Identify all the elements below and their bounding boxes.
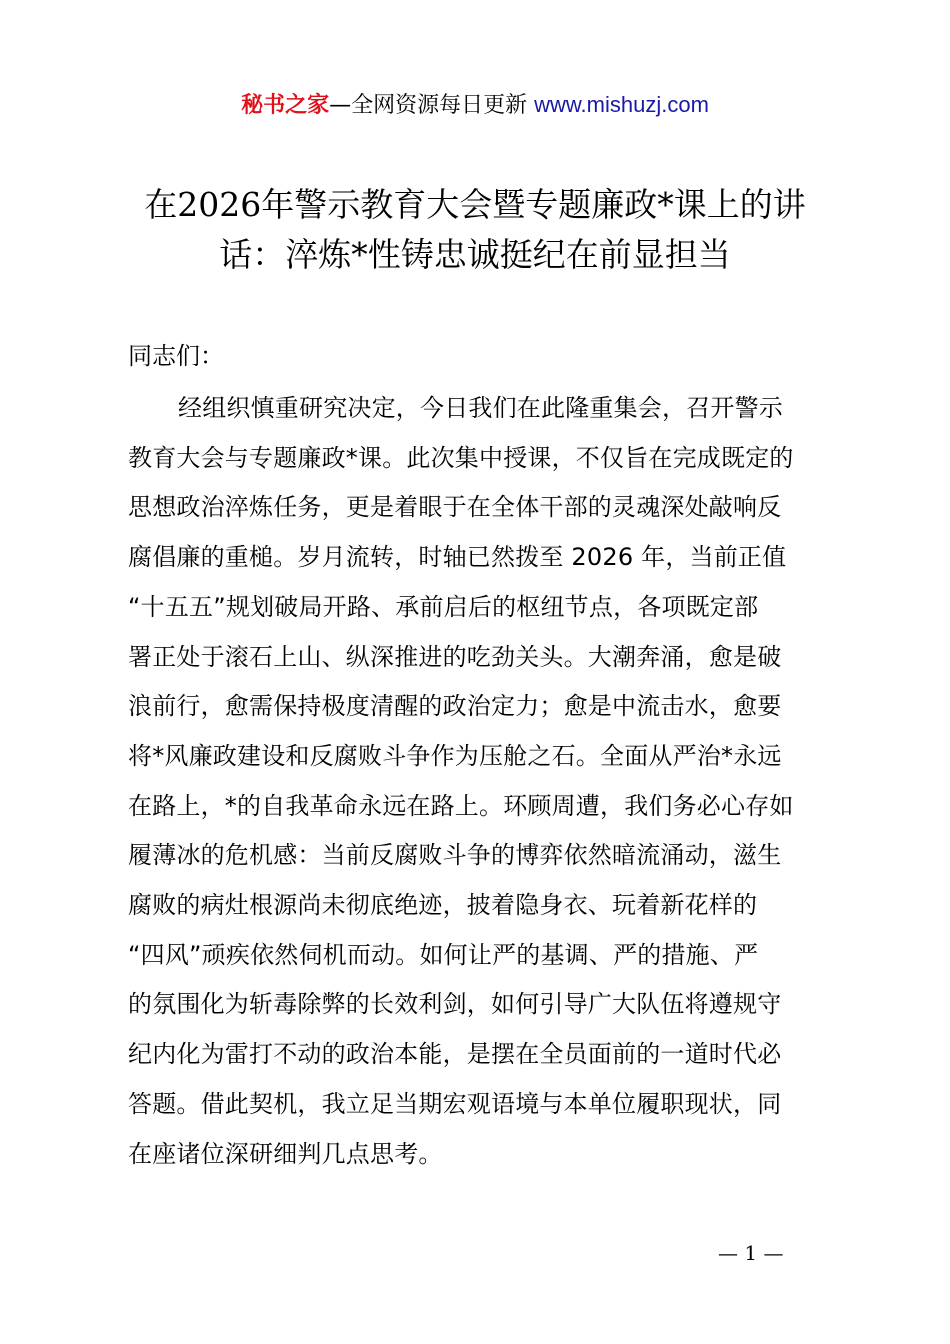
- header-tagline: —全网资源每日更新: [329, 93, 535, 118]
- body-line: 答题。借此契机，我立足当期宏观语境与本单位履职现状，同: [128, 1089, 782, 1118]
- body-line: “十五五”规划破局开路、承前启后的枢纽节点，各项既定部: [128, 592, 759, 621]
- body-line: 腐倡廉的重槌。岁月流转，时轴已然拨至 2026 年，当前正值: [128, 543, 787, 572]
- document-title: [100, 180, 850, 280]
- body-line: 的氛围化为斩毒除弊的长效利剑，如何引导广大队伍将遵规守: [128, 990, 782, 1019]
- site-url-link[interactable]: www.mishuzj.com: [534, 92, 709, 117]
- body-line: 教育大会与专题廉政*课。此次集中授课，不仅旨在完成既定的: [128, 443, 794, 472]
- site-header: [0, 88, 950, 123]
- body-line: 纪内化为雷打不动的政治本能，是摆在全员面前的一道时代必: [128, 1040, 782, 1069]
- body-line: “四风”顽疾依然伺机而动。如何让严的基调、严的措施、严: [128, 940, 759, 969]
- body-paragraph: [128, 384, 838, 1179]
- body-line: 履薄冰的危机感：当前反腐败斗争的博弈依然暗流涌动，滋生: [128, 841, 782, 870]
- body-line: 思想政治淬炼任务，更是着眼于在全体干部的灵魂深处敲响反: [128, 493, 782, 522]
- title-line-2: 话：淬炼*性铸忠诚挺纪在前显担当: [219, 235, 731, 274]
- salutation: 同志们：: [128, 342, 224, 370]
- body-line: 经组织慎重研究决定，今日我们在此隆重集会，召开警示: [178, 394, 783, 422]
- page-number: — 1 —: [718, 1241, 784, 1265]
- body-line: 腐败的病灶根源尚未彻底绝迹，披着隐身衣、玩着新花样的: [128, 891, 758, 920]
- body-line: 浪前行，愈需保持极度清醒的政治定力；愈是中流击水，愈要: [128, 692, 782, 721]
- body-line: 在路上，*的自我革命永远在路上。环顾周遭，我们务必心存如: [128, 791, 794, 820]
- body-line: 在座诸位深研细判几点思考。: [128, 1139, 443, 1168]
- body-line: 将*风廉政建设和反腐败斗争作为压舱之石。全面从严治*永远: [128, 741, 782, 770]
- title-line-1: 在2026年警示教育大会暨专题廉政*课上的讲: [144, 185, 806, 224]
- body-line: 署正处于滚石上山、纵深推进的吃劲关头。大潮奔涌，愈是破: [128, 642, 782, 671]
- brand-name: 秘书之家: [241, 93, 330, 118]
